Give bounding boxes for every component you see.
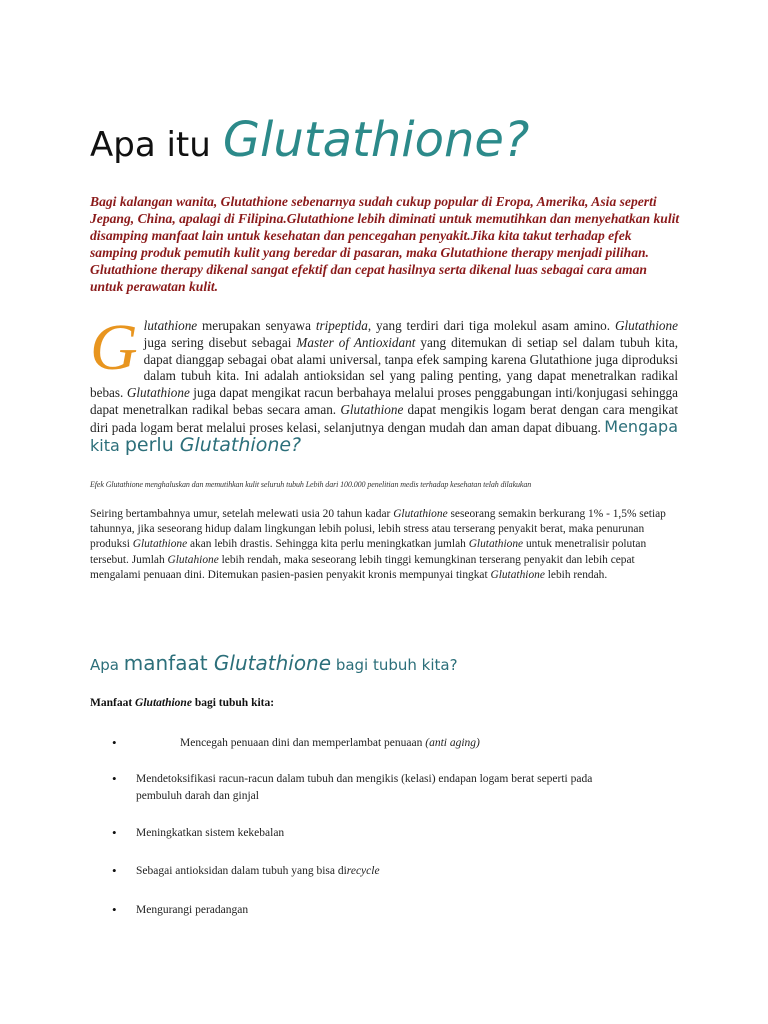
paragraph-definition (90, 311, 679, 456)
heading-benefit-d: bagi tubuh kita? (331, 656, 458, 674)
drop-cap: G (90, 311, 138, 384)
list-text: Mengurangi peradangan (136, 904, 249, 916)
text-run: juga sering disebut sebagai (143, 334, 297, 350)
benefits-subheading (90, 697, 274, 709)
text-run: Master of Antioxidant (296, 334, 416, 350)
heading-benefit-a: Apa (90, 656, 124, 674)
text-run: Glutahione (167, 553, 219, 566)
heading-why-c: Glutathione? (179, 433, 302, 456)
subheading-b: Glutathione (135, 697, 192, 709)
intro-paragraph: Bagi kalangan wanita, Glutathione sebenarnya sudah cukup popular di Eropa, Amerika, Asia seperti Jepang, China, apalagi di Filipina.Glutathione lebih diminati untuk memutihkan dan menyehatkan kulit disamping manfaat lain untuk kesehatan dan pencegahan penyakit.Jika kita takut terhadap efek samping produk pemutih kulit yang beredar di pasaran, maka Glutathione therapy menjadi pilihan. Glutathione therapy dikenal sangat efektif dan cepat hasilnya serta dikenal luas sebagai cara aman untuk perawatan kulit. (90, 194, 680, 294)
text-run: untuk menetralisir polutan tersebut. Jumlah (90, 538, 647, 566)
heading-benefit-b: manfaat (123, 651, 214, 675)
paragraph-age (90, 507, 680, 583)
subheading-a: Manfaat (90, 697, 136, 709)
text-run: Glutathione (126, 385, 190, 401)
page-title (90, 112, 529, 168)
text-run: Glutathione (490, 568, 545, 581)
list-text: Mendetoksifikasi racun-racun dalam tubuh dan mengikis (kelasi) endapan logam berat seperti pada pembuluh darah dan ginjal (136, 773, 593, 802)
text-run: lutathione (143, 318, 198, 333)
text-run: merupakan senyawa (197, 318, 316, 333)
text-run: juga dapat mengikat racun berbahaya melalui proses penggabungan inti/konjugasi sehingga dapat menetralkan radikal bebas secara aman. (90, 385, 679, 417)
bullet-icon: • (112, 825, 117, 840)
text-run: Glutathione (132, 538, 188, 551)
bullet-icon: • (112, 771, 117, 786)
list-text-italic: recycle (346, 865, 380, 877)
list-text-italic: (anti aging) (425, 737, 480, 749)
text-run: Seiring bertambahnya umur, setelah melewati usia 20 tahun kadar (90, 508, 394, 520)
list-item-text (136, 771, 636, 805)
text-run: akan lebih drastis. Sehingga kita perlu meningkatkan jumlah (187, 538, 469, 551)
text-run: Glutathione (393, 508, 448, 520)
text-run: Glutathione (340, 401, 404, 417)
text-run: tripeptida (315, 318, 368, 333)
subheading-c: bagi tubuh kita: (191, 697, 275, 709)
list-text: Meningkatkan sistem kekebalan (136, 827, 285, 839)
text-run: , yang terdiri dari tiga molekul asam amino. (367, 318, 615, 333)
bullet-icon: • (112, 735, 117, 750)
list-item-text (136, 863, 636, 880)
list-text: Sebagai antioksidan dalam tubuh yang bisa di (136, 865, 347, 877)
title-plain: Apa itu (90, 125, 211, 165)
text-run: dapat mengikis logam berat dengan cara mengikat diri pada logam berat melalui proses kelasi, selanjutnya dengan mudah dan aman dapat dibuang. (90, 401, 678, 435)
heading-why-a: Mengapa kita (90, 416, 678, 455)
heading-why-b: perlu (124, 433, 180, 456)
title-italic: Glutathione? (222, 112, 530, 168)
heading-benefit-c: Glutathione (213, 651, 332, 675)
text-run: Glutathione (468, 538, 524, 551)
text-run: Glutathione (614, 318, 678, 333)
text-run: lebih rendah, maka seseorang lebih tinggi kemungkinan terserang penyakit dan lebih cepat mengalami penuaan dini. Ditemukan pasien-pasien penyakit kronis mempunyai tingkat (90, 553, 635, 581)
heading-benefit (90, 651, 458, 675)
bullet-icon: • (112, 863, 117, 878)
text-run: yang ditemukan di setiap sel dalam tubuh kita, dapat dianggap sebagai obat alami universal, tanpa efek samping karena Glutathione juga diproduksi dalam tubuh kita. Ini adalah antioksidan sel yang paling penting, yang dapat menetralkan radikal bebas. (90, 334, 678, 401)
list-text: Mencegah penuaan dini dan memperlambat penuaan (180, 737, 426, 749)
list-item-text (136, 825, 636, 842)
caption-note: Efek Glutathione menghaluskan dan memutihkan kulit seluruh tubuh Lebih dari 100.000 penelitian medis terhadap kesehatan telah dilakukan (90, 480, 532, 489)
text-run: seseorang semakin berkurang 1% - 1,5% setiap tahunnya, jika seseorang hidup dalam lingkungan lebih polusi, lebih stress atau terserang penyakit berat, maka penurunan produksi (90, 508, 666, 551)
text-run: lebih rendah. (544, 568, 608, 581)
bullet-icon: • (112, 902, 117, 917)
list-item-text (136, 902, 636, 919)
list-item-text (180, 735, 680, 752)
